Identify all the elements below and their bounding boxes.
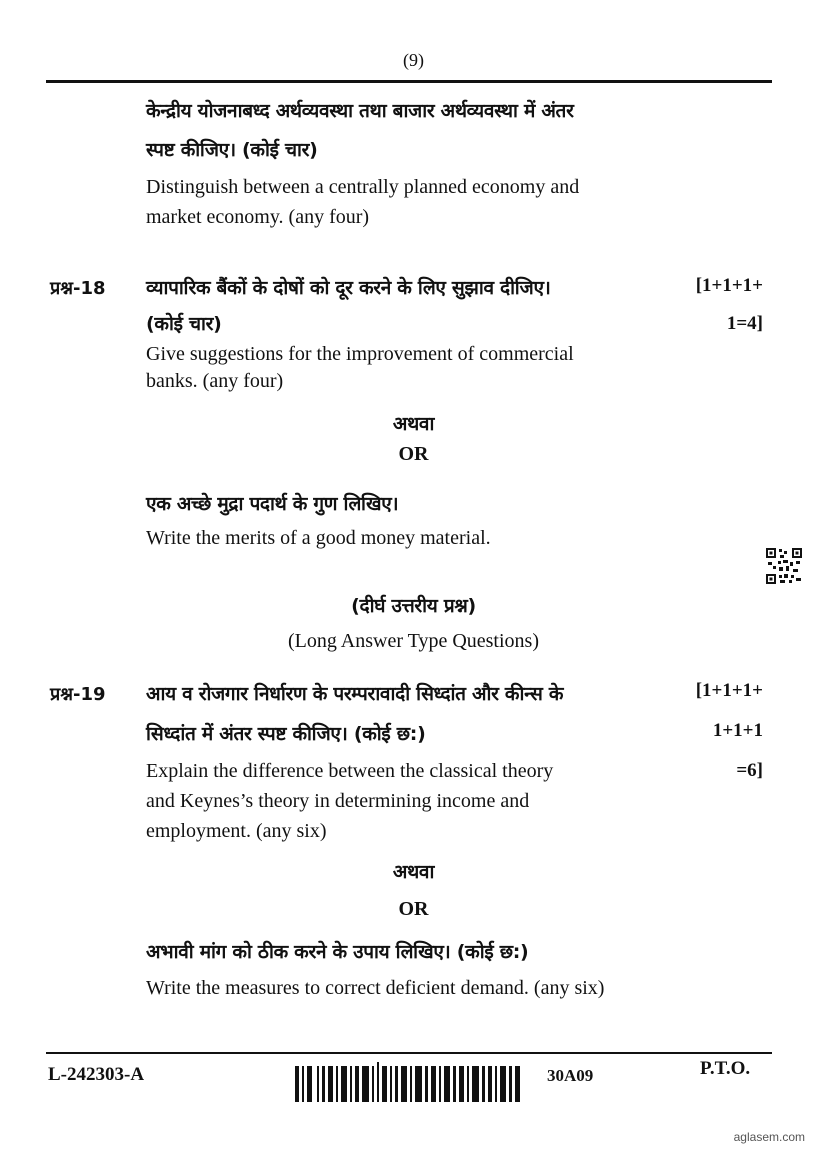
q19-label: प्रश्न-19	[50, 684, 106, 705]
q18-marks-line-1: [1+1+1+	[695, 275, 763, 296]
section-heading-hindi: (दीर्घ उत्तरीय प्रश्न)	[351, 595, 476, 617]
q19-hindi-line-2: सिध्दांत में अंतर स्पष्ट कीजिए। (कोई छ:)	[146, 723, 426, 745]
q18-alt-hindi: एक अच्छे मुद्रा पदार्थ के गुण लिखिए।	[146, 493, 399, 515]
q18-english-line-2: banks. (any four)	[146, 370, 284, 392]
pto-label: P.T.O.	[700, 1058, 751, 1079]
top-rule	[46, 80, 772, 83]
q18-or-english: OR	[398, 443, 429, 465]
q19-marks-line-3: =6]	[736, 760, 763, 781]
q19-english-line-1: Explain the difference between the classical theory	[146, 760, 554, 782]
q19-alt-english: Write the measures to correct deficient demand. (any six)	[146, 977, 605, 999]
prev-hindi-line-2: स्पष्ट कीजिए। (कोई चार)	[146, 139, 318, 161]
qr-code	[766, 548, 802, 584]
q19-alt-hindi: अभावी मांग को ठीक करने के उपाय लिखिए। (कोई छ:)	[146, 941, 529, 963]
prev-english-line-1: Distinguish between a centrally planned economy and	[146, 176, 580, 198]
q19-hindi-line-1: आय व रोजगार निर्धारण के परम्परावादी सिध्दांत और कीन्स के	[146, 683, 564, 705]
watermark: aglasem.com	[733, 1130, 805, 1144]
q18-hindi-line-2: (कोई चार)	[146, 313, 222, 335]
section-heading-english: (Long Answer Type Questions)	[288, 630, 539, 652]
paper-code: L-242303-A	[48, 1064, 145, 1085]
barcode	[295, 1062, 520, 1104]
q19-or-english: OR	[398, 898, 429, 920]
q19-english-line-2: and Keynes’s theory in determining income and	[146, 790, 530, 812]
page-number: (9)	[403, 50, 424, 70]
q18-or-hindi: अथवा	[392, 413, 435, 435]
q18-label: प्रश्न-18	[50, 278, 106, 299]
prev-hindi-line-1: केन्द्रीय योजनाबध्द अर्थव्यवस्था तथा बाजार अर्थव्यवस्था में अंतर	[146, 100, 574, 122]
booklet-code: 30A09	[547, 1066, 594, 1085]
q19-english-line-3: employment. (any six)	[146, 820, 327, 842]
q19-marks-line-2: 1+1+1	[712, 720, 763, 741]
q18-alt-english: Write the merits of a good money material.	[146, 527, 491, 549]
q18-english-line-1: Give suggestions for the improvement of commercial	[146, 343, 574, 365]
q19-or-hindi: अथवा	[392, 861, 435, 883]
q19-marks-line-1: [1+1+1+	[695, 680, 763, 701]
bottom-rule	[46, 1052, 772, 1054]
prev-english-line-2: market economy. (any four)	[146, 206, 370, 228]
q18-marks-line-2: 1=4]	[726, 313, 763, 334]
q18-hindi-line-1: व्यापारिक बैंकों के दोषों को दूर करने के लिए सुझाव दीजिए।	[146, 277, 551, 299]
